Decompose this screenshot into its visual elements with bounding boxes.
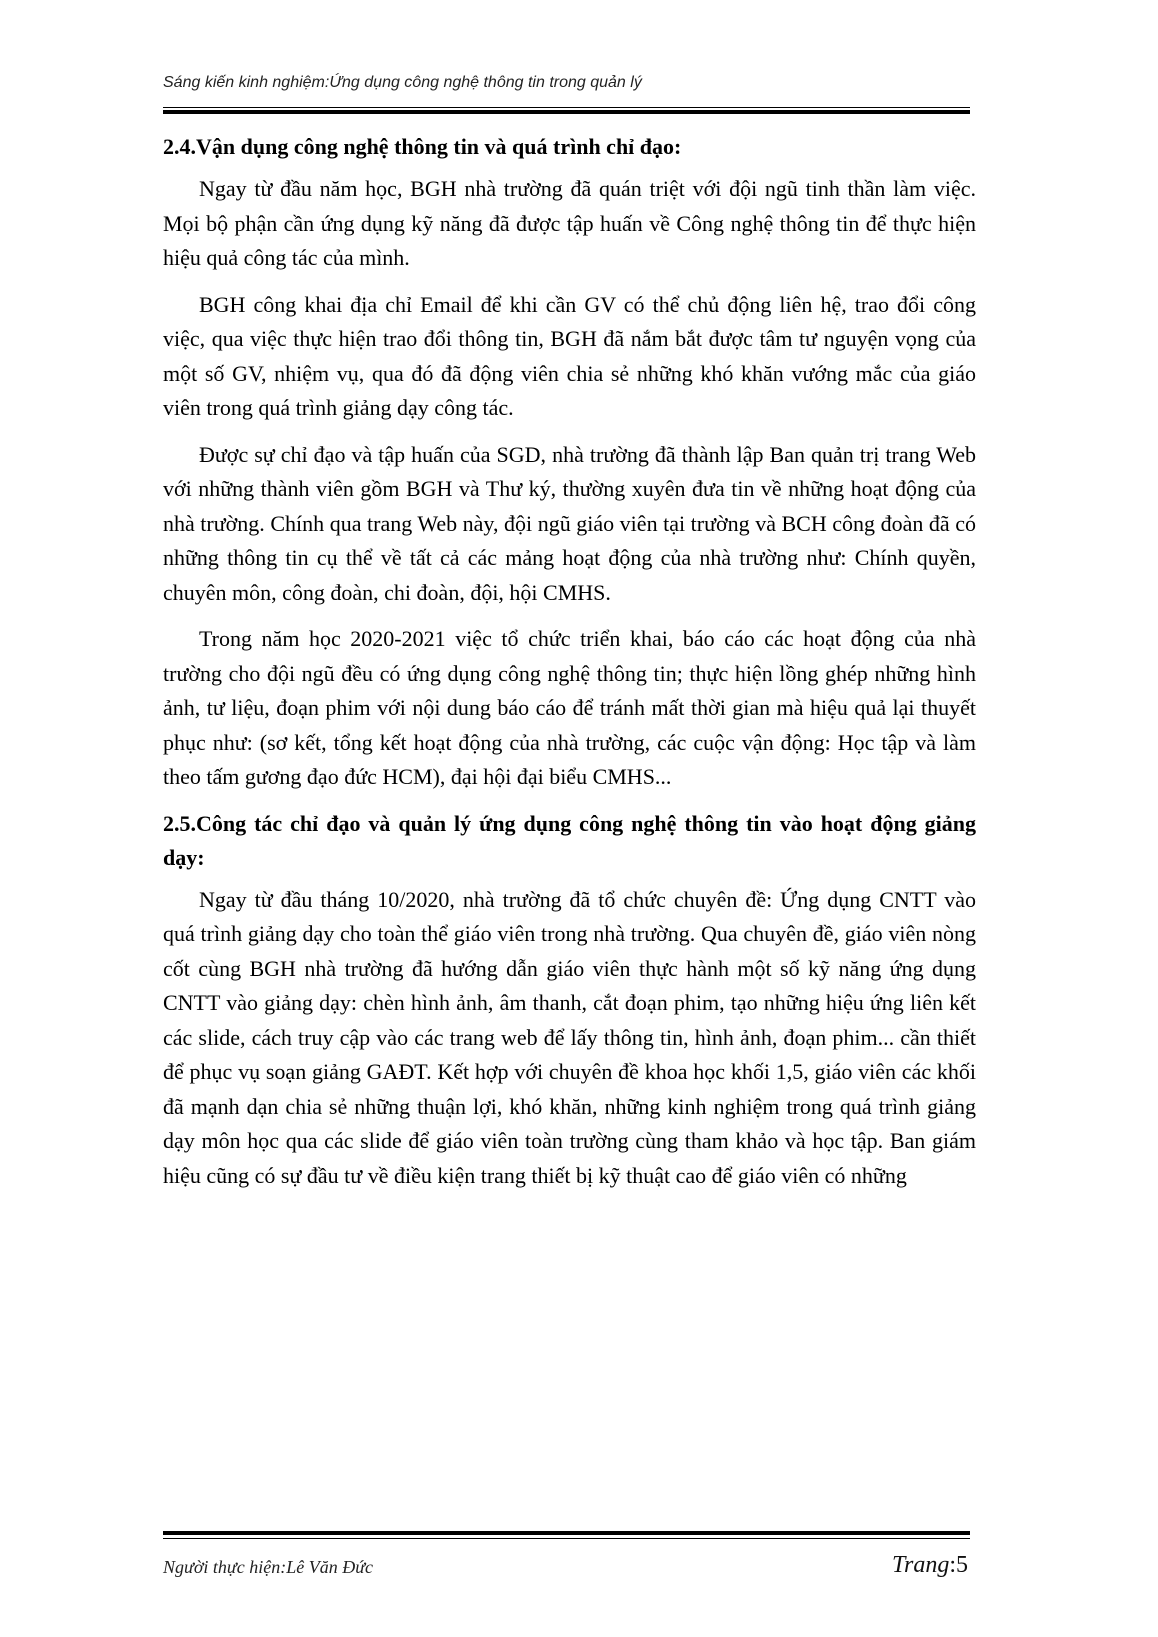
page-separator: : [949,1552,956,1578]
paragraph: Trong năm học 2020-2021 việc tổ chức triển khai, báo cáo các hoạt động của nhà trường cho đội ngũ đều có ứng dụng công nghệ thông tin; thực hiện lồng ghép những hình ảnh, tư liệu, đoạn phim với nội dung báo cáo để tránh mất thời gian mà hiệu quả lại thuyết phục như: (sơ kết, tổng kết hoạt động của nhà trường, các cuộc vận động: Học tập và làm theo tấm gương đạo đức HCM), đại hội đại biểu CMHS... [163,626,976,789]
paragraph: Được sự chỉ đạo và tập huấn của SGD, nhà trường đã thành lập Ban quản trị trang Web với những thành viên gồm BGH và Thư ký, thường xuyên đưa tin về những hoạt động của nhà trường. Chính qua trang Web này, đội ngũ giáo viên tại trường và BCH công đoàn đã có những thông tin cụ thể về tất cả các mảng hoạt động của nhà trường như: Chính quyền, chuyên môn, công đoàn, chi đoàn, đội, hội CMHS. [163,441,976,605]
page-label: Trang [891,1552,950,1578]
section-heading-2-4: 2.4.Vận dụng công nghệ thông tin và quá trình chỉ đạo: [163,134,682,159]
page-number [892,1552,968,1579]
header-rule-thick [163,110,970,114]
paragraph: Ngay từ đầu năm học, BGH nhà trường đã quán triệt với đội ngũ tinh thần làm việc. Mọi bộ phận cần ứng dụng kỹ năng đã được tập huấn về Công nghệ thông tin để thực hiện hiệu quả công tác của mình. [163,176,976,270]
paragraph: Ngay từ đầu tháng 10/2020, nhà trường đã tổ chức chuyên đề: Ứng dụng CNTT vào quá trình giảng dạy cho toàn thể giáo viên trong nhà trường. Qua chuyên đề, giáo viên nòng cốt cùng BGH nhà trường đã hướng dẫn giáo viên thực hành một số kỹ năng ứng dụng CNTT vào giảng dạy: chèn hình ảnh, âm thanh, cắt đoạn phim, tạo những hiệu ứng liên kết các slide, cách truy cập vào các trang web để lấy thông tin, hình ảnh, đoạn phim... cần thiết để phục vụ soạn giảng GAĐT. Kết hợp với chuyên đề khoa học khối 1,5, giáo viên các khối đã mạnh dạn chia sẻ những thuận lợi, khó khăn, những kinh nghiệm trong quá trình giảng dạy môn học qua các slide để giáo viên toàn trường cùng tham khảo và học tập. Ban giám hiệu cũng có sự đầu tư về điều kiện trang thiết bị kỹ thuật cao để giáo viên có những [163,886,976,1188]
page-number-value: 5 [956,1552,968,1578]
footer-rule-thin [163,1538,970,1539]
header-rule-thin [163,107,970,108]
footer-rule-thick [163,1531,970,1535]
author-signature: Người thực hiện:Lê Văn Đức [163,1557,374,1577]
page-body [163,130,976,1205]
running-header: Sáng kiến kinh nghiệm:Ứng dụng công nghệ thông tin trong quản lý [163,74,642,91]
paragraph: BGH công khai địa chỉ Email để khi cần GV có thể chủ động liên hệ, trao đổi công việc, qua việc thực hiện trao đổi thông tin, BGH đã nắm bắt được tâm tư nguyện vọng của một số GV, nhiệm vụ, qua đó đã động viên chia sẻ những khó khăn vướng mắc của giáo viên trong quá trình giảng dạy công tác. [163,291,976,420]
section-heading-2-5: 2.5.Công tác chỉ đạo và quản lý ứng dụng công nghệ thông tin vào hoạt động giảng dạy: [163,810,976,870]
